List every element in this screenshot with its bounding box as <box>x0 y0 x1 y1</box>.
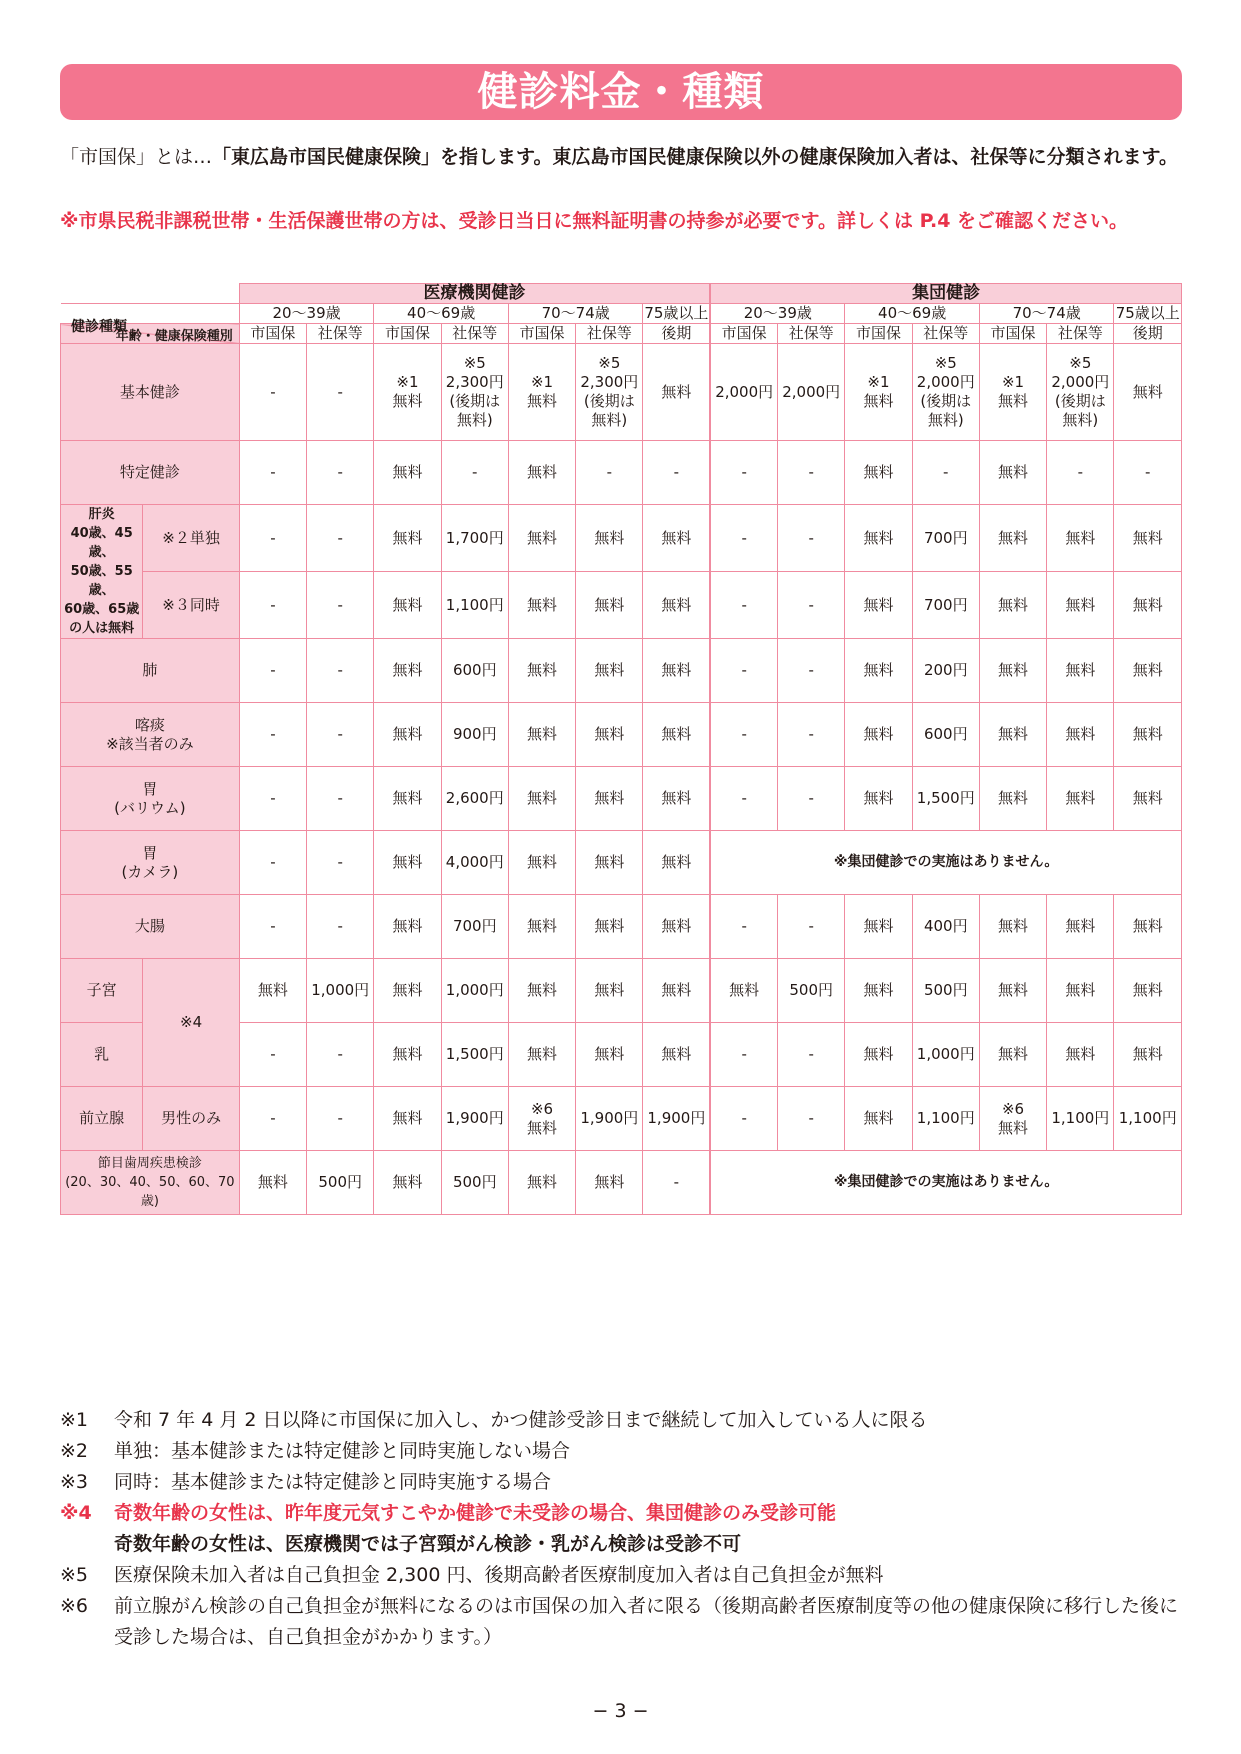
footnote-mark: ※3 <box>60 1471 89 1493</box>
row-label: 特定健診 <box>61 441 240 505</box>
footnote <box>60 1467 1185 1498</box>
fee-cell: 無料 <box>1047 505 1114 572</box>
fee-cell: - <box>307 703 374 767</box>
empty-corner <box>61 284 240 304</box>
fee-cell: - <box>778 505 845 572</box>
fee-cell: 無料 <box>1047 572 1114 639</box>
fee-cell: ※1 無料 <box>979 344 1046 441</box>
fee-cell: 無料 <box>374 895 441 959</box>
page-number: − 3 − <box>592 1700 649 1722</box>
fee-cell: 無料 <box>1114 639 1182 703</box>
insurance-type-header: 市国保 <box>710 324 777 344</box>
footnotes <box>60 1405 1185 1653</box>
age-header: 40〜69歳 <box>845 304 980 324</box>
row-label: 前立腺 <box>61 1087 143 1151</box>
fee-cell: - <box>307 895 374 959</box>
fee-table <box>60 283 1182 1215</box>
fee-cell: - <box>307 767 374 831</box>
group-header-group: 集団健診 <box>710 284 1181 304</box>
fee-cell: 無料 <box>239 959 306 1023</box>
corner-top-label: 年齢・健康保険種別 <box>115 329 233 344</box>
fee-cell: 無料 <box>508 441 575 505</box>
fee-cell: 無料 <box>643 959 710 1023</box>
fee-cell: 無料 <box>576 767 643 831</box>
footnote-mark: ※2 <box>60 1440 89 1462</box>
page-title: 健診料金・種類 <box>60 64 1182 120</box>
fee-cell: - <box>239 639 306 703</box>
fee-cell: ※1 無料 <box>845 344 912 441</box>
fee-cell: 無料 <box>1047 639 1114 703</box>
group-header-clinic: 医療機関健診 <box>239 284 710 304</box>
row-sublabel: ※３同時 <box>143 572 239 639</box>
fee-cell: 無料 <box>239 1151 306 1215</box>
fee-cell: 無料 <box>508 1023 575 1087</box>
fee-cell: - <box>643 1151 710 1215</box>
fee-cell: - <box>1114 441 1182 505</box>
row-label: 胃 (バリウム) <box>61 767 240 831</box>
fee-cell: 無料 <box>576 572 643 639</box>
row-sublabel: ※２単独 <box>143 505 239 572</box>
fee-cell: ※5 2,300円 (後期は 無料) <box>441 344 508 441</box>
footnote-mark: ※1 <box>60 1409 89 1431</box>
fee-cell: 400円 <box>912 895 979 959</box>
fee-cell: 無料 <box>1114 767 1182 831</box>
fee-cell: 1,000円 <box>912 1023 979 1087</box>
footnote-mark: ※4 <box>60 1502 92 1524</box>
fee-cell: - <box>778 639 845 703</box>
fee-cell: 500円 <box>912 959 979 1023</box>
fee-cell: - <box>710 1023 777 1087</box>
fee-cell: 無料 <box>1047 703 1114 767</box>
fee-cell: 1,000円 <box>307 959 374 1023</box>
fee-cell: 700円 <box>441 895 508 959</box>
fee-cell: 700円 <box>912 572 979 639</box>
fee-cell: 無料 <box>508 959 575 1023</box>
fee-cell: 無料 <box>1114 505 1182 572</box>
footnote <box>60 1560 1185 1591</box>
fee-cell: 無料 <box>643 895 710 959</box>
row-sublabel: 男性のみ <box>143 1087 239 1151</box>
fee-cell: ※1 無料 <box>374 344 441 441</box>
age-header: 75歳以上 <box>644 304 709 322</box>
footnote-text: 医療保険未加入者は自己負担金 2,300 円、後期高齢者医療制度加入者は自己負担金が無料 <box>114 1564 884 1586</box>
fee-cell: 無料 <box>576 895 643 959</box>
fee-cell: - <box>912 441 979 505</box>
fee-cell: - <box>239 344 306 441</box>
insurance-type-header: 市国保 <box>508 324 575 344</box>
fee-cell: 無料 <box>1047 959 1114 1023</box>
fee-cell: 無料 <box>374 639 441 703</box>
fee-cell: - <box>710 703 777 767</box>
fee-cell: - <box>778 767 845 831</box>
fee-cell: 無料 <box>845 572 912 639</box>
fee-cell: - <box>239 831 306 895</box>
fee-cell: 無料 <box>374 1023 441 1087</box>
insurance-type-header: 後期 <box>1114 324 1182 344</box>
age-header: 20〜39歳 <box>239 304 374 324</box>
fee-cell: 900円 <box>441 703 508 767</box>
fee-cell: 無料 <box>643 572 710 639</box>
fee-cell: - <box>778 895 845 959</box>
fee-cell: - <box>778 1023 845 1087</box>
fee-cell: 無料 <box>979 703 1046 767</box>
fee-cell: 無料 <box>508 767 575 831</box>
fee-cell: - <box>239 1087 306 1151</box>
fee-cell: 無料 <box>1114 572 1182 639</box>
insurance-type-header: 市国保 <box>239 324 306 344</box>
fee-cell: 無料 <box>374 959 441 1023</box>
fee-cell: 無料 <box>845 639 912 703</box>
fee-cell: - <box>239 572 306 639</box>
fee-cell: - <box>778 572 845 639</box>
fee-cell: 無料 <box>508 505 575 572</box>
fee-cell: 無料 <box>576 703 643 767</box>
fee-cell: 600円 <box>441 639 508 703</box>
fee-cell: 無料 <box>374 505 441 572</box>
fee-cell: 1,700円 <box>441 505 508 572</box>
fee-cell: 無料 <box>979 959 1046 1023</box>
fee-cell: 500円 <box>778 959 845 1023</box>
fee-cell: 1,500円 <box>441 1023 508 1087</box>
fee-cell: - <box>710 441 777 505</box>
row-label: 基本健診 <box>61 344 240 441</box>
fee-cell: 無料 <box>979 767 1046 831</box>
fee-cell: 無料 <box>845 1023 912 1087</box>
insurance-type-header: 社保等 <box>912 324 979 344</box>
fee-cell: 1,100円 <box>441 572 508 639</box>
row-label: 乳 <box>61 1023 143 1087</box>
fee-cell: - <box>307 441 374 505</box>
fee-cell: 無料 <box>845 1087 912 1151</box>
fee-cell: 2,000円 <box>778 344 845 441</box>
fee-cell: 無料 <box>1114 344 1182 441</box>
age-header: 20〜39歳 <box>710 304 845 324</box>
fee-cell: ※5 2,000円 (後期は 無料) <box>912 344 979 441</box>
row-label: 子宮 <box>61 959 143 1023</box>
fee-cell: - <box>576 441 643 505</box>
insurance-type-header: 後期 <box>643 324 710 344</box>
fee-cell: 無料 <box>576 959 643 1023</box>
fee-cell: 500円 <box>307 1151 374 1215</box>
footnote-text: 同時：基本健診または特定健診と同時実施する場合 <box>114 1471 552 1493</box>
fee-cell: 無料 <box>845 441 912 505</box>
footnote <box>60 1498 1185 1529</box>
intro-bold: 「東広島市国民健康保険」を指します。東広島市国民健康保険以外の健康保険加入者は、社保等に分類されます。 <box>212 146 1178 168</box>
insurance-type-header: 社保等 <box>307 324 374 344</box>
fee-cell: 無料 <box>374 767 441 831</box>
fee-cell: - <box>239 767 306 831</box>
insurance-type-header: 市国保 <box>845 324 912 344</box>
footnote-text: 単独：基本健診または特定健診と同時実施しない場合 <box>114 1440 571 1462</box>
fee-cell: 無料 <box>1047 767 1114 831</box>
fee-cell: 無料 <box>643 1023 710 1087</box>
fee-cell: 無料 <box>576 505 643 572</box>
fee-cell: - <box>778 441 845 505</box>
footnote <box>60 1405 1185 1436</box>
age-header: 40〜69歳 <box>374 304 509 324</box>
fee-cell: 無料 <box>374 572 441 639</box>
footnote-mark: ※6 <box>60 1595 89 1617</box>
fee-cell: 無料 <box>1114 895 1182 959</box>
fee-cell: - <box>239 441 306 505</box>
fee-cell: 無料 <box>979 639 1046 703</box>
fee-cell: 無料 <box>710 959 777 1023</box>
fee-cell: 無料 <box>374 1087 441 1151</box>
footnote <box>60 1591 1185 1653</box>
fee-cell: - <box>778 1087 845 1151</box>
fee-cell: 1,900円 <box>643 1087 710 1151</box>
fee-cell: - <box>778 703 845 767</box>
fee-cell: 1,900円 <box>576 1087 643 1151</box>
fee-cell: 無料 <box>508 639 575 703</box>
fee-cell: 1,100円 <box>1047 1087 1114 1151</box>
fee-cell: 600円 <box>912 703 979 767</box>
fee-cell: - <box>710 505 777 572</box>
fee-cell: - <box>307 1023 374 1087</box>
fee-cell: 無料 <box>374 1151 441 1215</box>
row-note-4: ※4 <box>143 959 239 1087</box>
fee-cell: 無料 <box>1114 1023 1182 1087</box>
intro-text <box>60 142 1185 172</box>
footnote-text: 奇数年齢の女性は、医療機関では子宮頸がん検診・乳がん検診は受診不可 <box>114 1533 742 1555</box>
fee-cell: 無料 <box>643 767 710 831</box>
row-label: 肺 <box>61 639 240 703</box>
fee-cell: 無料 <box>643 831 710 895</box>
fee-cell: 無料 <box>508 572 575 639</box>
insurance-type-header: 社保等 <box>576 324 643 344</box>
fee-cell: - <box>710 639 777 703</box>
fee-cell: - <box>307 572 374 639</box>
fee-cell: 無料 <box>576 639 643 703</box>
fee-cell: 無料 <box>374 703 441 767</box>
footnote-text: 前立腺がん検診の自己負担金が無料になるのは市国保の加入者に限る（後期高齢者医療制度等の他の健康保険に移行した後に受診した場合は、自己負担金がかかります。） <box>114 1595 1179 1648</box>
fee-cell: 4,000円 <box>441 831 508 895</box>
fee-cell: - <box>307 639 374 703</box>
fee-cell: 無料 <box>576 831 643 895</box>
fee-cell: 無料 <box>508 703 575 767</box>
insurance-type-header: 社保等 <box>1047 324 1114 344</box>
row-label: 節目歯周疾患検診 (20、30、40、50、60、70 歳) <box>61 1151 240 1215</box>
fee-cell: 無料 <box>1114 959 1182 1023</box>
corner-header <box>61 319 240 344</box>
fee-cell: 無料 <box>845 505 912 572</box>
fee-cell: 1,500円 <box>912 767 979 831</box>
row-label: 大腸 <box>61 895 240 959</box>
group-not-available: ※集団健診での実施はありません。 <box>710 831 1181 895</box>
row-label-liver: 肝炎 40歳、45歳、 50歳、55歳、 60歳、65歳 の人は無料 <box>61 505 143 639</box>
fee-cell: 無料 <box>576 1151 643 1215</box>
fee-cell: 無料 <box>508 1151 575 1215</box>
fee-cell: 無料 <box>979 572 1046 639</box>
fee-cell: 無料 <box>576 1023 643 1087</box>
fee-cell: 無料 <box>643 505 710 572</box>
fee-cell: 無料 <box>845 959 912 1023</box>
footnote <box>60 1436 1185 1467</box>
fee-cell: 無料 <box>1047 895 1114 959</box>
insurance-type-header: 社保等 <box>778 324 845 344</box>
age-header: 70〜74歳 <box>508 304 643 324</box>
fee-cell: 1,100円 <box>912 1087 979 1151</box>
fee-cell: 無料 <box>1047 1023 1114 1087</box>
fee-cell: 無料 <box>1114 703 1182 767</box>
insurance-type-header: 社保等 <box>441 324 508 344</box>
fee-cell: 200円 <box>912 639 979 703</box>
row-label: 胃 (カメラ) <box>61 831 240 895</box>
fee-cell: 無料 <box>508 831 575 895</box>
group-not-available: ※集団健診での実施はありません。 <box>710 1151 1181 1215</box>
fee-cell: 1,000円 <box>441 959 508 1023</box>
fee-cell: - <box>1047 441 1114 505</box>
fee-cell: 無料 <box>979 895 1046 959</box>
fee-cell: 無料 <box>979 505 1046 572</box>
insurance-type-header: 市国保 <box>979 324 1046 344</box>
fee-cell: - <box>710 1087 777 1151</box>
footnote <box>60 1529 1185 1560</box>
fee-cell: 無料 <box>508 895 575 959</box>
fee-cell: ※5 2,000円 (後期は 無料) <box>1047 344 1114 441</box>
fee-cell: 無料 <box>979 441 1046 505</box>
fee-cell: 2,000円 <box>710 344 777 441</box>
fee-cell: 無料 <box>643 703 710 767</box>
fee-cell: - <box>441 441 508 505</box>
fee-cell: 1,900円 <box>441 1087 508 1151</box>
fee-cell: 無料 <box>845 767 912 831</box>
fee-cell: - <box>307 344 374 441</box>
fee-cell: - <box>307 1087 374 1151</box>
fee-cell: - <box>710 895 777 959</box>
fee-cell: - <box>239 505 306 572</box>
row-label: 喀痰 ※該当者のみ <box>61 703 240 767</box>
intro-prefix: 「市国保」とは… <box>60 146 213 168</box>
fee-cell: 無料 <box>374 831 441 895</box>
fee-cell: 無料 <box>845 895 912 959</box>
fee-cell: 無料 <box>643 639 710 703</box>
fee-cell: 無料 <box>845 703 912 767</box>
fee-cell: 無料 <box>979 1023 1046 1087</box>
age-header: 70〜74歳 <box>979 304 1114 324</box>
fee-cell: ※5 2,300円 (後期は 無料) <box>576 344 643 441</box>
warning-text: ※市県民税非課税世帯・生活保護世帯の方は、受診日当日に無料証明書の持参が必要です。詳しくは P.4 をご確認ください。 <box>60 210 1129 232</box>
footnote-mark: ※5 <box>60 1564 89 1586</box>
footnote-text: 奇数年齢の女性は、昨年度元気すこやか健診で未受診の場合、集団健診のみ受診可能 <box>114 1502 837 1524</box>
fee-cell: 無料 <box>643 344 710 441</box>
fee-cell: 1,100円 <box>1114 1087 1182 1151</box>
fee-cell: ※6 無料 <box>979 1087 1046 1151</box>
fee-cell: - <box>239 895 306 959</box>
corner-bottom-label: 健診種類 <box>71 319 127 335</box>
footnote-mark <box>60 1529 114 1560</box>
footnote-text: 令和 7 年 4 月 2 日以降に市国保に加入し、かつ健診受診日まで継続して加入している人に限る <box>114 1409 928 1431</box>
fee-cell: - <box>710 767 777 831</box>
fee-cell: - <box>239 703 306 767</box>
fee-cell: 2,600円 <box>441 767 508 831</box>
fee-cell: 500円 <box>441 1151 508 1215</box>
fee-cell: - <box>643 441 710 505</box>
fee-cell: ※1 無料 <box>508 344 575 441</box>
fee-cell: 700円 <box>912 505 979 572</box>
insurance-type-header: 市国保 <box>374 324 441 344</box>
fee-cell: ※6 無料 <box>508 1087 575 1151</box>
age-header: 75歳以上 <box>1115 304 1180 322</box>
fee-cell: - <box>710 572 777 639</box>
fee-cell: - <box>239 1023 306 1087</box>
fee-cell: - <box>307 831 374 895</box>
fee-cell: - <box>307 505 374 572</box>
fee-cell: 無料 <box>374 441 441 505</box>
